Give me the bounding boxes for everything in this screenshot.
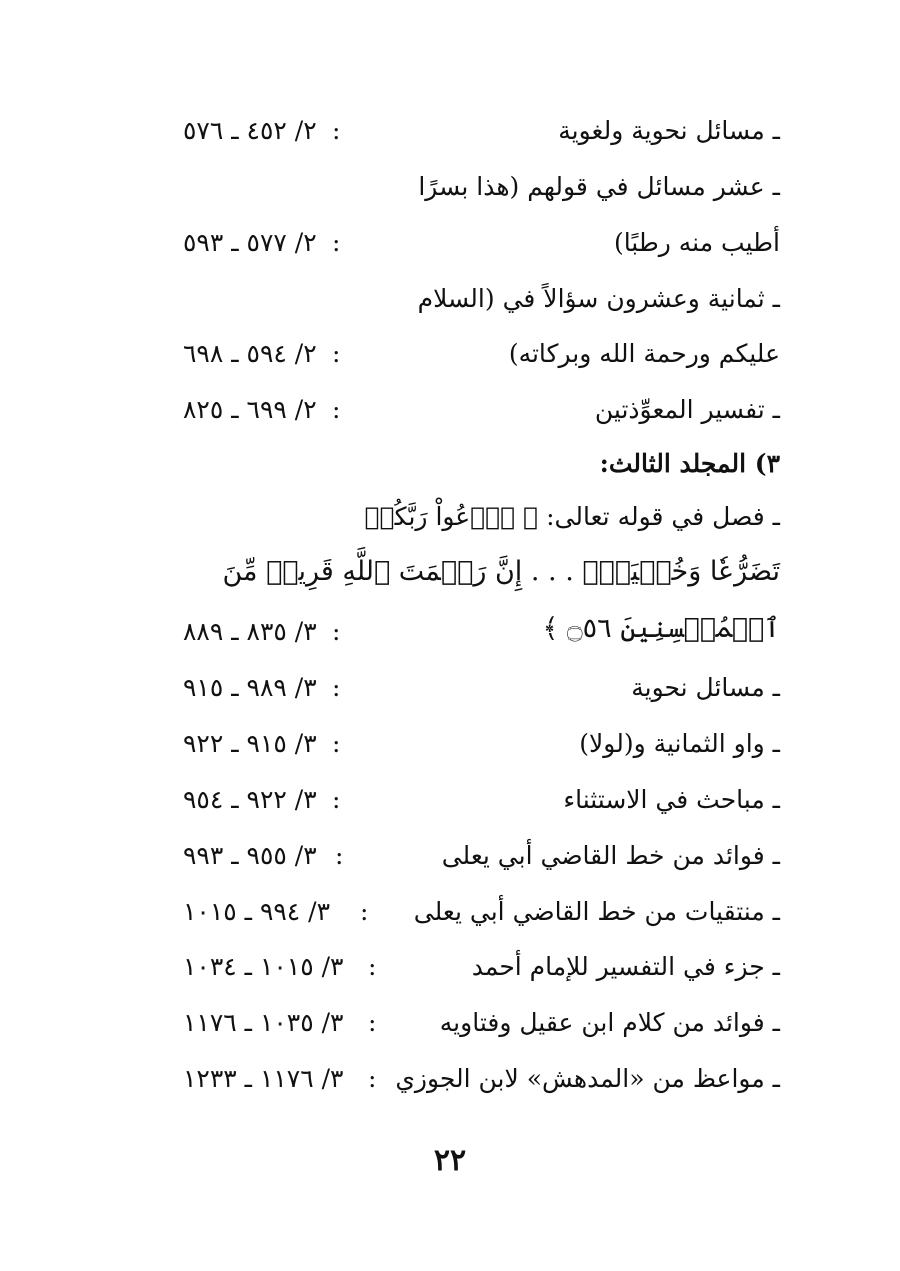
entry-ref: ٣/ ١٠٣٥ ـ ١١٧٦ [183,1008,344,1037]
entry-text: ـ ثمانية وعشرون سؤالاً في (السلام [417,284,780,313]
colon-separator: : [332,228,341,257]
entry-text: ـ تفسير المعوِّذتين [594,395,780,424]
colon-separator: : [335,841,344,870]
colon-separator: : [368,1064,377,1093]
colon-separator: : [332,339,341,368]
volume-heading: ٣) المجلد الثالث: [599,449,780,478]
entry-ref: ٣/ ٩٢٢ ـ ٩٥٤ [183,785,317,814]
entry-ref: ٢/ ٦٩٩ ـ ٨٢٥ [183,395,317,424]
colon-separator: : [332,673,341,702]
quran-verse: ٱلۡمُحۡسِنِينَ ۝٥٦ ﴾ [542,613,780,644]
colon-separator: : [332,116,341,145]
entry-ref: ٣/ ٩١٥ ـ ٩٢٢ [183,729,317,758]
colon-separator: : [332,729,341,758]
entry-ref: ٣/ ٩٩٤ ـ ١٠١٥ [183,897,331,926]
entry-ref: ٢/ ٥٧٧ ـ ٥٩٣ [183,228,317,257]
colon-separator: : [332,395,341,424]
entry-text: ـ واو الثمانية و(لولا) [579,729,780,758]
entry-ref: ٣/ ١٠١٥ ـ ١٠٣٤ [183,952,344,981]
colon-separator: : [332,785,341,814]
entry-ref: ٣/ ٨٣٥ ـ ٨٨٩ [183,617,317,646]
entry-text: ـ عشر مسائل في قولهم (هذا بسرًا [418,172,780,201]
entry-ref: ٣/ ٩٨٩ ـ ٩١٥ [183,673,317,702]
colon-separator: : [368,952,377,981]
entry-text: أطيب منه رطبًا) [613,228,780,257]
entry-text: ـ فوائد من كلام ابن عقيل وفتاويه [439,1008,780,1037]
entry-text: ـ جزء في التفسير للإمام أحمد [471,952,780,981]
page-number: ٢٢ [433,1143,467,1178]
entry-ref: ٢/ ٥٩٤ ـ ٦٩٨ [183,339,317,368]
entry-ref: ٣/ ٩٥٥ ـ ٩٩٣ [183,841,317,870]
entry-text: ـ مواعظ من «المدهش» لابن الجوزي [395,1064,780,1093]
entry-text: ـ مسائل نحوية ولغوية [558,116,780,145]
colon-separator: : [360,897,369,926]
colon-separator: : [368,1008,377,1037]
entry-text: ـ مسائل نحوية [631,673,780,702]
colon-separator: : [332,617,341,646]
entry-ref: ٢/ ٤٥٢ ـ ٥٧٦ [183,116,317,145]
quran-verse: تَضَرُّعٗا وَخُفۡيَةًۚ . . . إِنَّ رَحۡمَتَ ٱللَّهِ قَرِيبٞ مِّنَ [222,556,780,587]
entry-text: ـ فوائد من خط القاضي أبي يعلى [441,841,780,870]
entry-text: ـ فصل في قوله تعالى: ﴿ ٱدۡعُواْ رَبَّكُمۡ [364,502,780,531]
entry-text: ـ منتقيات من خط القاضي أبي يعلى [413,897,780,926]
entry-text: عليكم ورحمة الله وبركاته) [508,339,780,368]
entry-ref: ٣/ ١١٧٦ ـ ١٢٣٣ [183,1064,344,1093]
entry-text: ـ مباحث في الاستثناء [563,785,780,814]
